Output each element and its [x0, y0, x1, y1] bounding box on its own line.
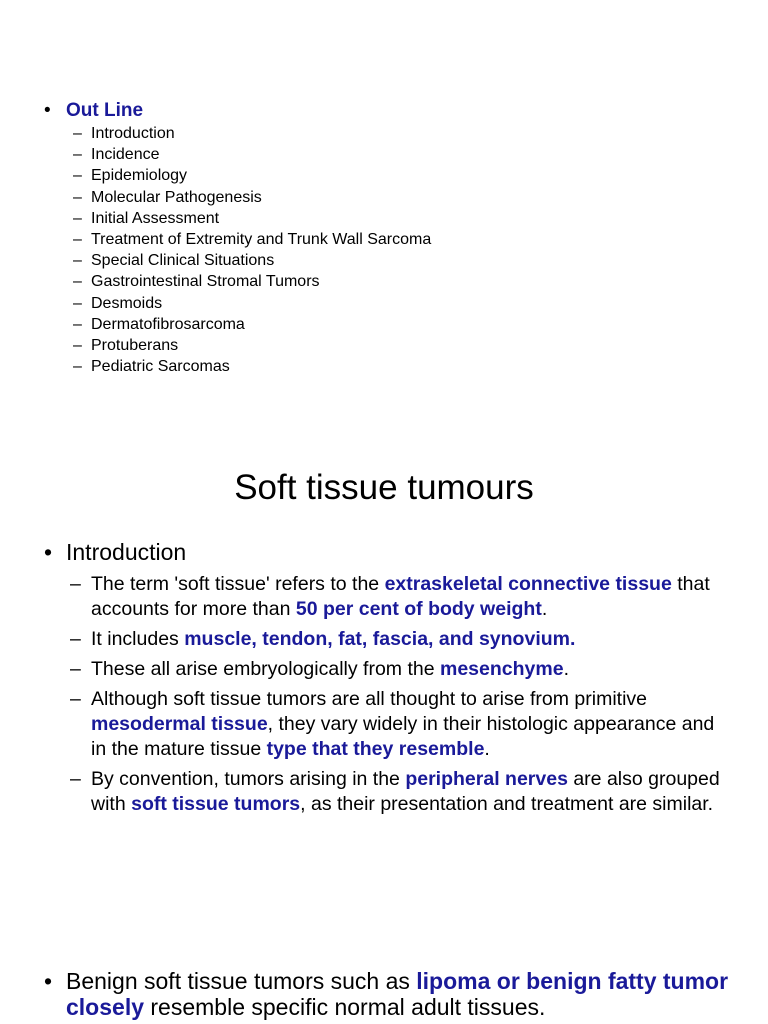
list-item-text: Gastrointestinal Stromal Tumors: [91, 273, 320, 291]
intro-point: [70, 687, 734, 762]
highlighted-term: extraskeletal connective tissue: [384, 573, 672, 595]
list-item: [73, 123, 744, 144]
dash-glyph: –: [73, 146, 82, 164]
dash-glyph: –: [70, 628, 81, 650]
text-run: Although soft tissue tumors are all thought to arise from primitive: [91, 688, 647, 710]
dash-glyph: –: [73, 188, 82, 206]
list-item-text: Pediatric Sarcomas: [91, 358, 230, 376]
intro-heading: [44, 538, 734, 566]
dash-glyph: –: [73, 252, 82, 270]
list-item: [73, 144, 744, 165]
list-item-text: Desmoids: [91, 294, 163, 312]
text-run: These all arise embryologically from the: [91, 658, 440, 680]
list-item-text: Protuberans: [91, 337, 179, 355]
highlighted-term: type that they resemble: [266, 738, 485, 760]
text-run: It includes: [91, 628, 185, 650]
text-run: Benign soft tissue tumors such as: [66, 968, 417, 994]
highlighted-term: 50 per cent of body weight: [295, 598, 542, 620]
text-run: .: [541, 598, 548, 620]
list-item-text: Introduction: [91, 125, 175, 142]
list-item: [73, 229, 744, 250]
intro-point: [70, 657, 734, 682]
bullet-glyph: •: [44, 539, 53, 565]
benign-text: [66, 968, 728, 1020]
benign-tumors-bullet: [44, 968, 756, 1020]
outline-section: [44, 100, 744, 377]
list-item-text: Incidence: [91, 146, 160, 164]
dash-glyph: –: [70, 658, 81, 680]
slide-title: Soft tissue tumours: [234, 468, 534, 507]
dash-glyph: –: [73, 358, 82, 376]
text-run: resemble specific normal adult tissues.: [144, 994, 546, 1020]
text-run: The term 'soft tissue' refers to the: [91, 573, 385, 595]
list-item: [73, 356, 744, 377]
text-run: By convention, tumors arising in the: [91, 768, 406, 790]
text-run: .: [563, 658, 569, 680]
outline-heading: [44, 100, 744, 122]
dash-glyph: –: [73, 315, 82, 333]
highlighted-term: soft tissue tumors: [131, 793, 301, 815]
dash-glyph: –: [73, 231, 82, 249]
list-item: [73, 335, 744, 356]
list-item-text: Epidemiology: [91, 167, 188, 185]
list-item: [73, 208, 744, 229]
list-item-text: Initial Assessment: [91, 209, 220, 227]
list-item: [73, 314, 744, 335]
text-run: that accounts for more than: [91, 573, 710, 620]
intro-point: [70, 627, 734, 652]
list-item-text: Dermatofibrosarcoma: [91, 315, 245, 333]
list-item: [73, 293, 744, 314]
dash-glyph: –: [73, 167, 82, 185]
dash-glyph: –: [73, 125, 82, 142]
text-run: .: [484, 738, 490, 760]
highlighted-term: mesenchyme: [439, 658, 564, 680]
list-item: [73, 271, 744, 292]
highlighted-term: mesodermal tissue: [91, 713, 268, 735]
text-run: are also grouped with: [91, 768, 720, 815]
list-item: [73, 187, 744, 208]
intro-point: [70, 767, 734, 817]
dash-glyph: –: [73, 209, 82, 227]
text-run: , as their presentation and treatment are similar.: [300, 793, 714, 815]
list-item-text: Molecular Pathogenesis: [91, 188, 262, 206]
highlighted-term: peripheral nerves: [405, 768, 568, 790]
dash-glyph: –: [70, 768, 81, 790]
outline-list: [44, 123, 744, 377]
highlighted-term: muscle, tendon, fat, fascia, and synovium.: [184, 628, 576, 650]
highlighted-term: lipoma or benign fatty tumor closely: [66, 968, 729, 1020]
outline-title: Out Line: [66, 100, 144, 121]
intro-point: [70, 572, 734, 622]
intro-points: [44, 572, 734, 817]
intro-section: [44, 538, 734, 822]
dash-glyph: –: [70, 573, 81, 595]
dash-glyph: –: [73, 273, 82, 291]
intro-heading-text: Introduction: [66, 539, 187, 565]
dash-glyph: –: [73, 294, 82, 312]
dash-glyph: –: [73, 337, 82, 355]
list-item-text: Special Clinical Situations: [91, 252, 275, 270]
bullet-glyph: •: [44, 100, 51, 121]
text-run: , they vary widely in their histologic appearance and in the mature tissue: [91, 713, 715, 760]
list-item: [73, 165, 744, 186]
dash-glyph: –: [70, 688, 81, 710]
list-item-text: Treatment of Extremity and Trunk Wall Sarcoma: [91, 231, 432, 249]
bullet-glyph: •: [44, 968, 53, 994]
list-item: [73, 250, 744, 271]
